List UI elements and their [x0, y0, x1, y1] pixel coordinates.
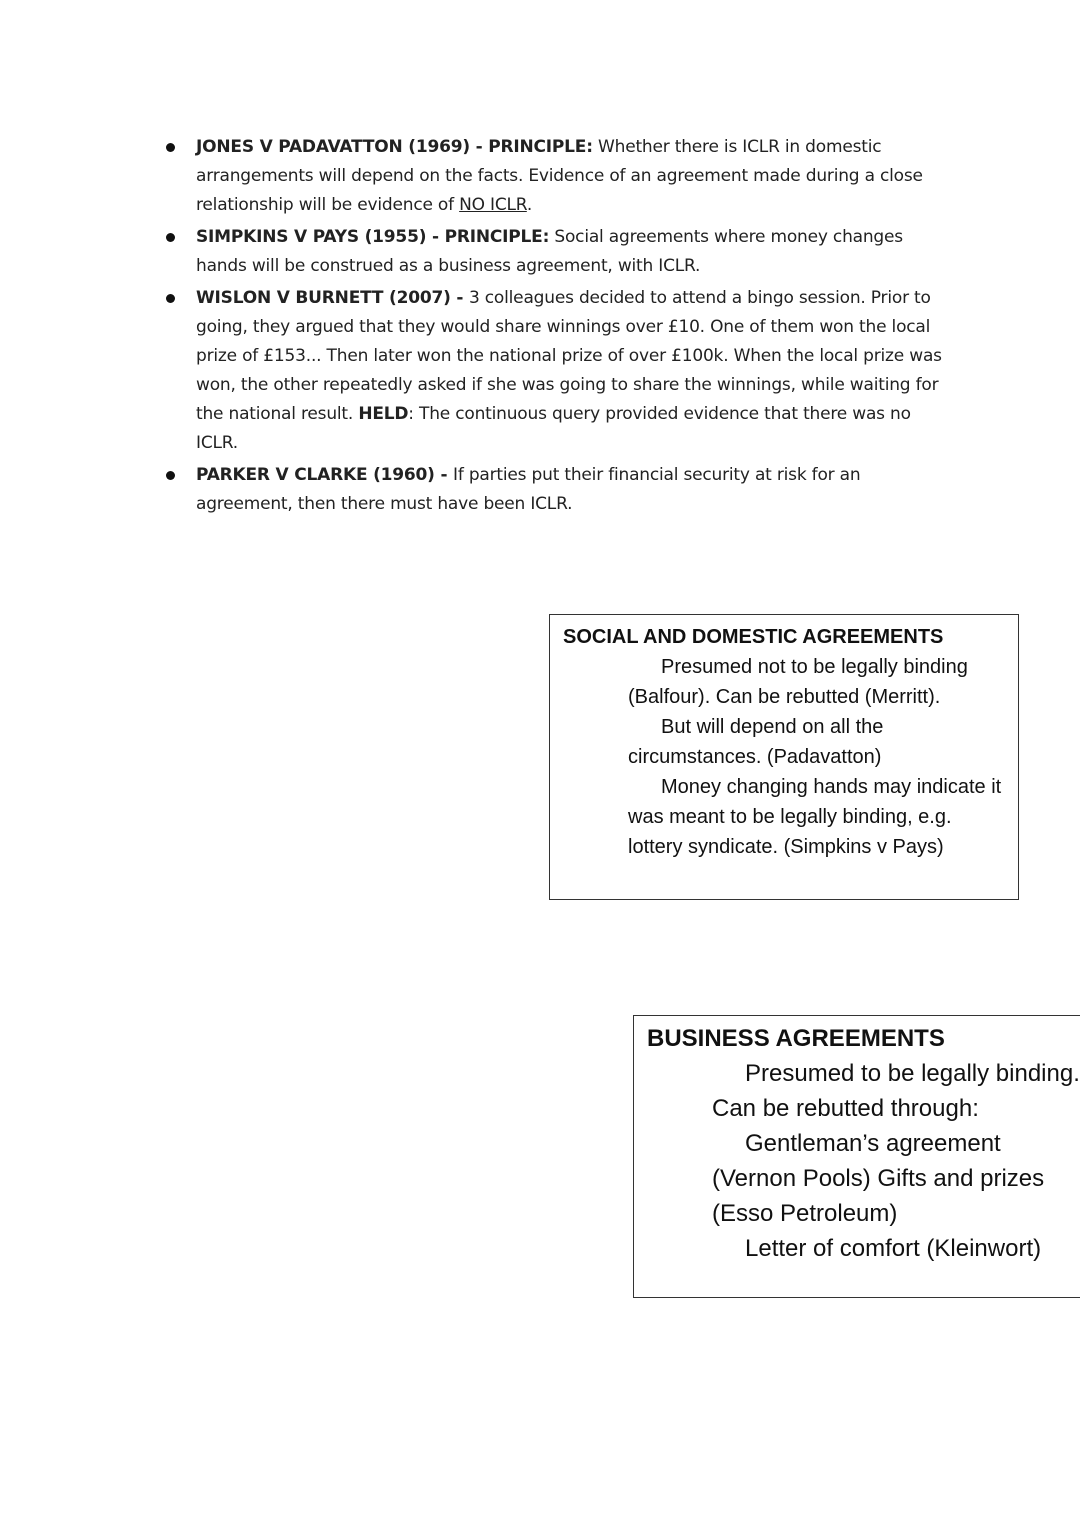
underlined-text: NO ICLR — [459, 195, 527, 215]
case-text: Whether there is ICLR in domestic arrangements will depend on the facts. Evidence of an agreement made during a close relationship will be evidence of — [196, 137, 923, 215]
case-name: SIMPKINS V PAYS (1955) — [196, 227, 427, 247]
principle-label: PRINCIPLE: — [488, 137, 593, 157]
box-paragraph: Presumed to be legally binding. Can be rebutted through: — [712, 1060, 1080, 1122]
case-item-jones-v-padavatton — [166, 133, 956, 220]
box-paragraph: But will depend on all the circumstances. (Padavatton) — [628, 716, 884, 768]
box-paragraph: Gentleman’s agreement (Vernon Pools) Gifts and prizes (Esso Petroleum) — [712, 1130, 1045, 1227]
case-text: 3 colleagues decided to attend a bingo session. Prior to going, they argued that they would share winnings over £10. One of them won the local prize of £153... Then later won the national prize of over £100k. When the local prize was won, the other repeatedly asked if she was going to share the winnings, while waiting for the national result. — [196, 288, 942, 424]
case-item-simpkins-v-pays — [166, 223, 956, 281]
case-separator: - — [450, 288, 469, 308]
box-title: BUSINESS AGREEMENTS — [647, 1025, 945, 1052]
bullet-icon — [166, 471, 175, 480]
case-separator: - — [469, 137, 489, 157]
box-title: SOCIAL AND DOMESTIC AGREEMENTS — [563, 626, 944, 648]
case-separator: - — [426, 227, 445, 247]
case-list — [166, 133, 956, 522]
case-text: Social agreements where money changes hands will be construed as a business agreement, with ICLR. — [196, 227, 903, 276]
case-name: PARKER V CLARKE (1960) — [196, 465, 435, 485]
box-paragraph: Presumed not to be legally binding (Balfour). Can be rebutted (Merritt). — [628, 656, 968, 708]
held-label: HELD — [358, 404, 409, 424]
social-domestic-box — [549, 614, 1019, 900]
case-separator: - — [434, 465, 454, 485]
box-paragraph: Letter of comfort (Kleinwort) — [745, 1235, 1042, 1262]
case-name: WISLON V BURNETT (2007) — [196, 288, 451, 308]
case-item-parker-v-clarke — [166, 461, 956, 519]
case-item-wislon-v-burnett — [166, 284, 956, 458]
bullet-icon — [166, 294, 175, 303]
principle-label: PRINCIPLE: — [444, 227, 550, 247]
box-body — [647, 1056, 1080, 1266]
box-body — [563, 652, 1006, 862]
case-text-end: : The continuous query provided evidence that there was no ICLR. — [196, 404, 911, 453]
box-paragraph: Money changing hands may indicate it was meant to be legally binding, e.g. lottery syndicate. (Simpkins v Pays) — [628, 776, 1002, 858]
case-name: JONES V PADAVATTON (1969) — [196, 137, 470, 157]
case-text: If parties put their financial security at risk for an agreement, then there must have been ICLR. — [196, 465, 861, 514]
business-box — [633, 1015, 1080, 1298]
bullet-icon — [166, 233, 175, 242]
bullet-icon — [166, 143, 175, 152]
case-text-end: . — [526, 195, 533, 215]
